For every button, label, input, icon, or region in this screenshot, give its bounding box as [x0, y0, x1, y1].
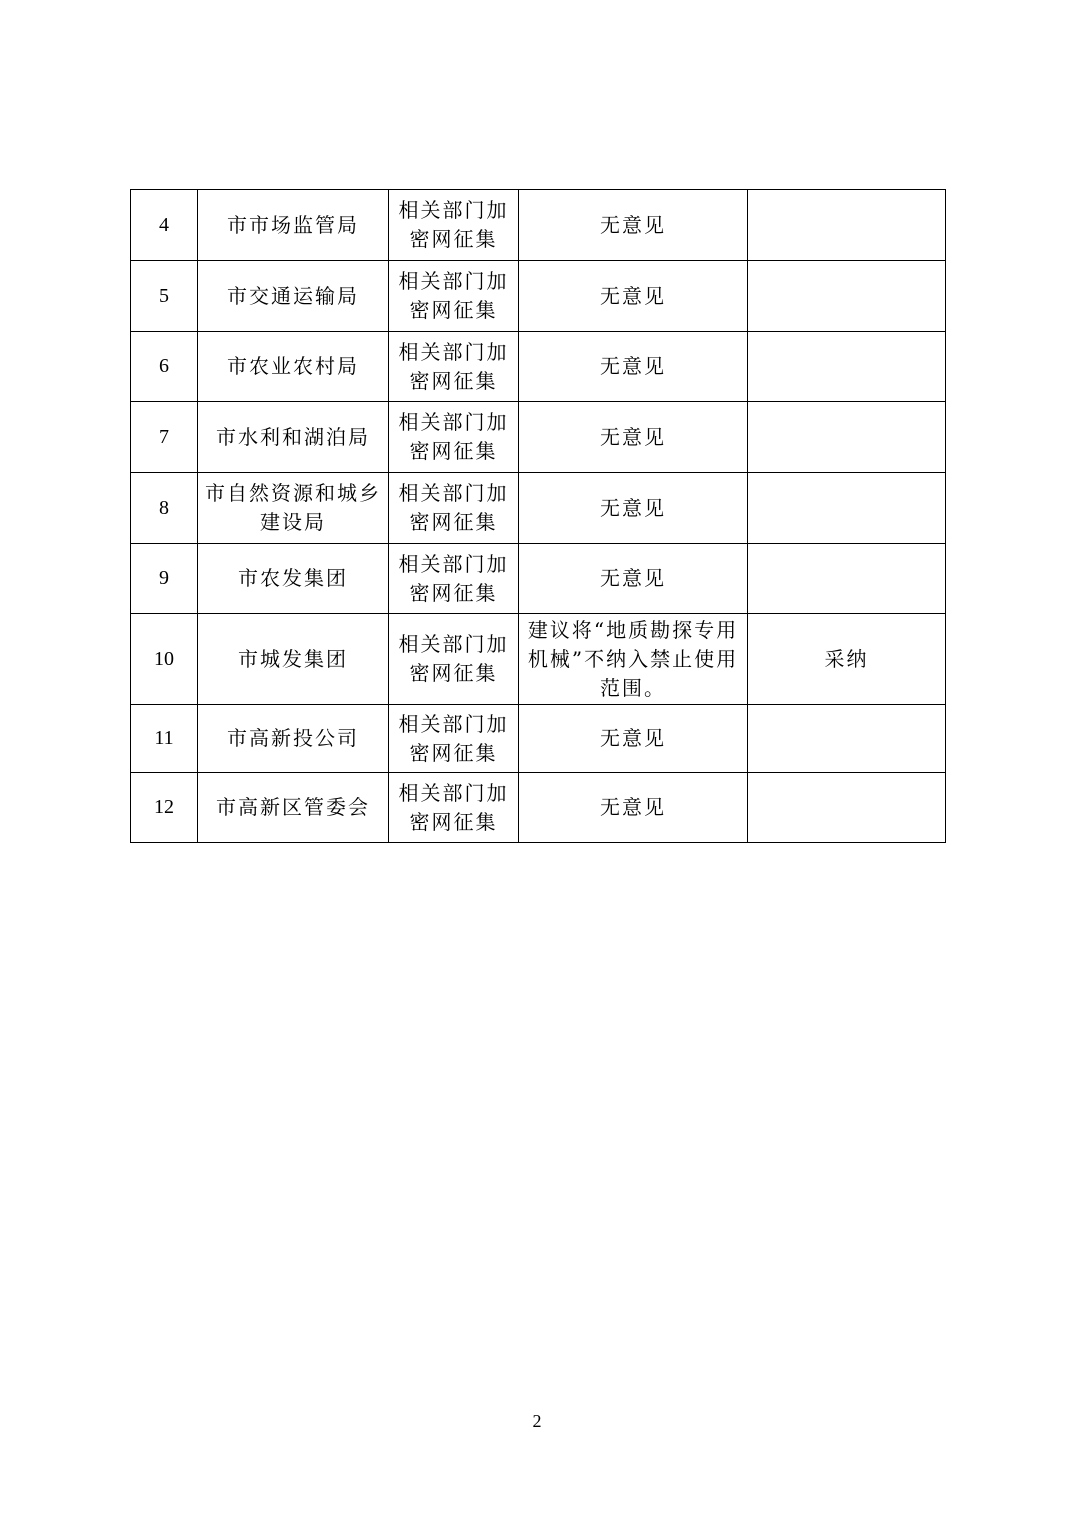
collection-method: 相关部门加密网征集	[389, 261, 519, 332]
row-number: 4	[131, 190, 198, 261]
unit-name: 市农业农村局	[198, 332, 389, 402]
adoption-result	[748, 190, 946, 261]
opinion: 无意见	[519, 705, 748, 773]
adoption-result	[748, 773, 946, 843]
unit-name: 市自然资源和城乡建设局	[198, 473, 389, 544]
opinion: 无意见	[519, 190, 748, 261]
row-number: 11	[131, 705, 198, 773]
unit-name: 市高新投公司	[198, 705, 389, 773]
unit-name: 市高新区管委会	[198, 773, 389, 843]
unit-name: 市水利和湖泊局	[198, 402, 389, 473]
table-row	[131, 402, 946, 473]
row-number: 9	[131, 544, 198, 614]
row-number: 10	[131, 614, 198, 705]
page-number: 2	[532, 1411, 542, 1431]
opinion: 无意见	[519, 544, 748, 614]
adoption-result	[748, 261, 946, 332]
unit-name: 市交通运输局	[198, 261, 389, 332]
row-number: 7	[131, 402, 198, 473]
unit-name: 市农发集团	[198, 544, 389, 614]
collection-method: 相关部门加密网征集	[389, 190, 519, 261]
collection-method: 相关部门加密网征集	[389, 773, 519, 843]
collection-method: 相关部门加密网征集	[389, 705, 519, 773]
adoption-result	[748, 402, 946, 473]
unit-name: 市市场监管局	[198, 190, 389, 261]
unit-name: 市城发集团	[198, 614, 389, 705]
opinion: 建议将“地质勘探专用机械”不纳入禁止使用范围。	[519, 614, 748, 705]
opinion: 无意见	[519, 402, 748, 473]
adoption-result	[748, 544, 946, 614]
row-number: 6	[131, 332, 198, 402]
collection-method: 相关部门加密网征集	[389, 614, 519, 705]
opinion: 无意见	[519, 473, 748, 544]
feedback-table	[130, 189, 946, 843]
adoption-result	[748, 473, 946, 544]
collection-method: 相关部门加密网征集	[389, 332, 519, 402]
opinion: 无意见	[519, 332, 748, 402]
collection-method: 相关部门加密网征集	[389, 544, 519, 614]
table-row	[131, 614, 946, 705]
collection-method: 相关部门加密网征集	[389, 473, 519, 544]
row-number: 8	[131, 473, 198, 544]
table-row	[131, 190, 946, 261]
table-row	[131, 332, 946, 402]
adoption-result	[748, 705, 946, 773]
row-number: 5	[131, 261, 198, 332]
table-row	[131, 773, 946, 843]
row-number: 12	[131, 773, 198, 843]
table-row	[131, 473, 946, 544]
collection-method: 相关部门加密网征集	[389, 402, 519, 473]
table-row	[131, 261, 946, 332]
table-row	[131, 705, 946, 773]
adoption-result	[748, 332, 946, 402]
opinion: 无意见	[519, 773, 748, 843]
table-row	[131, 544, 946, 614]
opinion: 无意见	[519, 261, 748, 332]
adoption-result: 采纳	[748, 614, 946, 705]
